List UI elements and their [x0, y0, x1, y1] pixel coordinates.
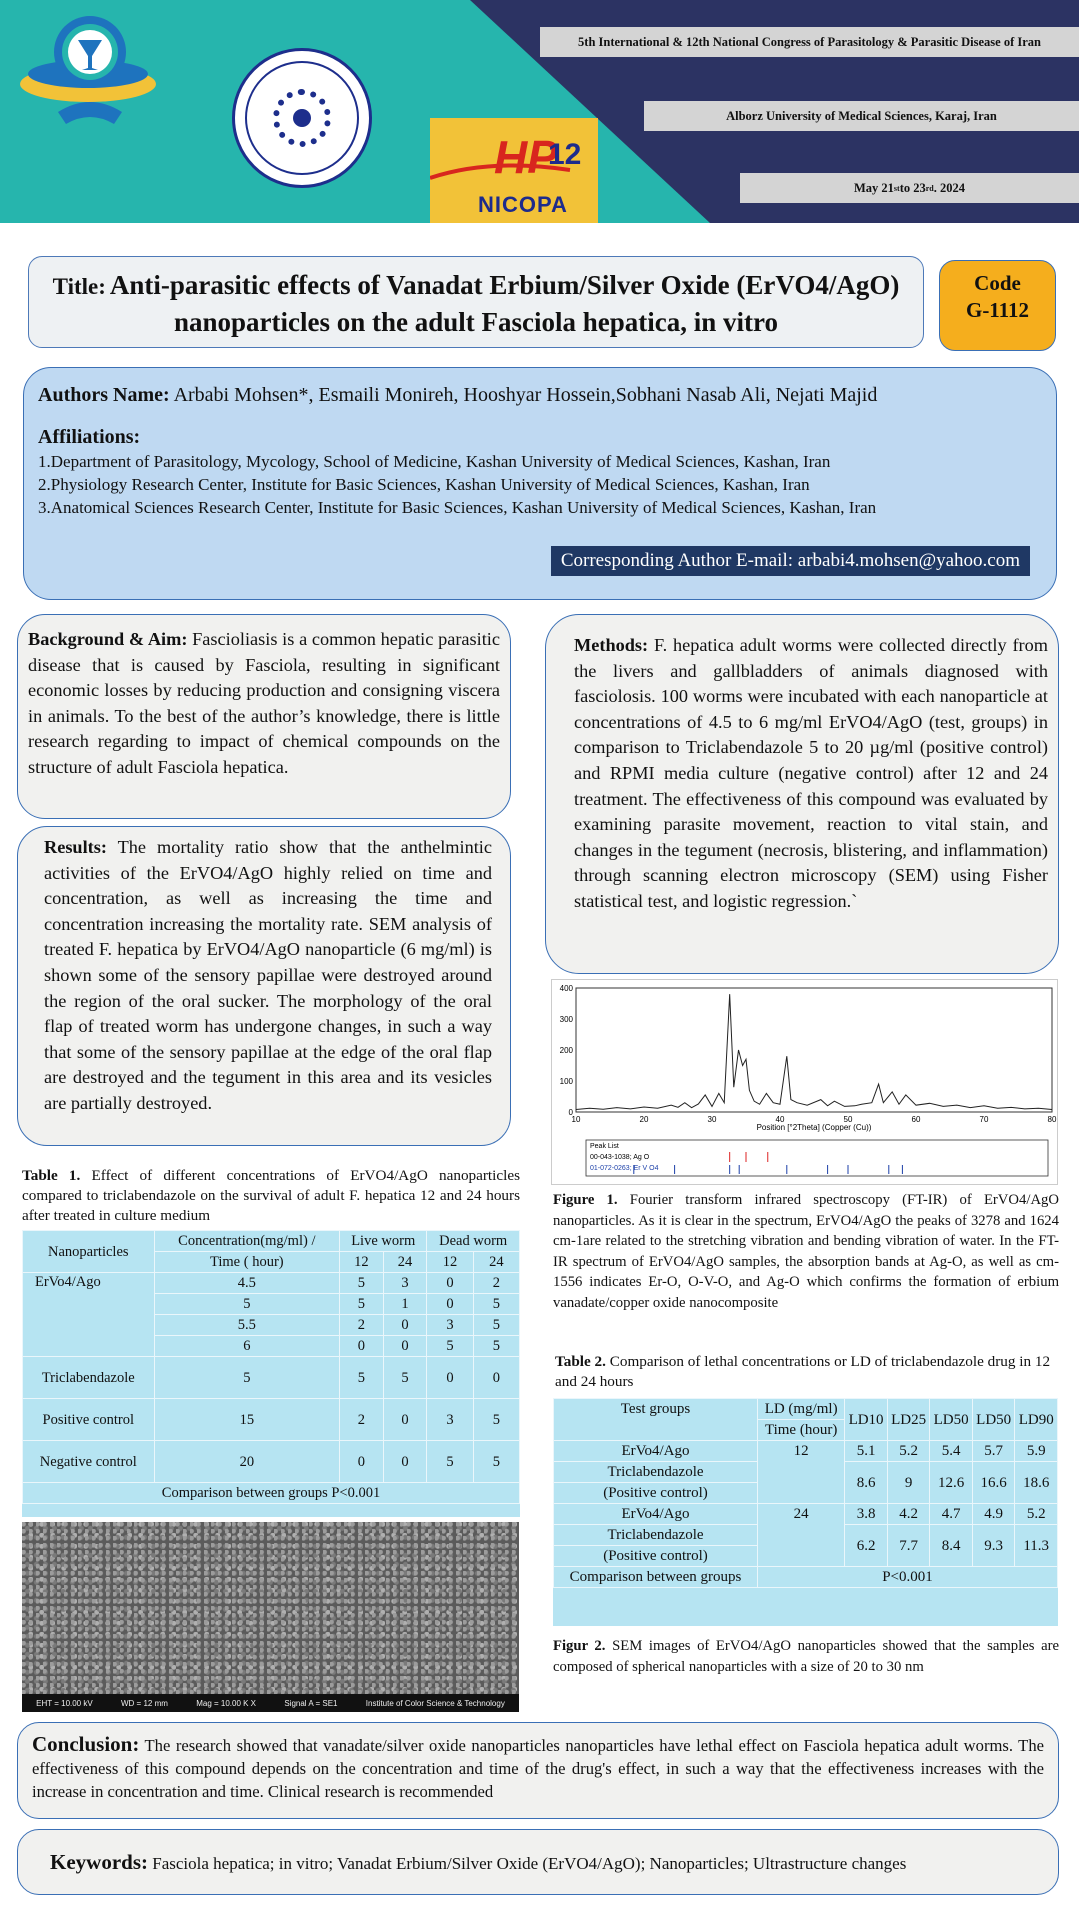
table-cell: Triclabendazole: [23, 1357, 155, 1399]
table-cell: 0: [383, 1441, 427, 1483]
figure2-label: Figur 2.: [553, 1638, 606, 1654]
table-cell: 5: [427, 1441, 473, 1483]
sem-image: [22, 1522, 519, 1712]
xrd-chart-svg: [552, 980, 1059, 1186]
table-cell: 12.6: [930, 1462, 973, 1504]
y-tick-label: 300: [559, 1015, 573, 1024]
conclusion-box: [17, 1722, 1059, 1819]
table-cell: 6: [154, 1336, 340, 1357]
keywords-text: Fasciola hepatica; in vitro; Vanadat Erbium/Silver Oxide (ErVO4/AgO); Nanoparticles; Ultrastructure changes: [152, 1853, 907, 1873]
table-cell: 2: [473, 1273, 519, 1294]
sem-image-footer: [22, 1694, 519, 1712]
table-row: [23, 1357, 520, 1399]
table-cell: 5.9: [1015, 1441, 1058, 1462]
table-cell: 20: [154, 1441, 340, 1483]
table-cell: 6.2: [845, 1525, 888, 1567]
table-cell: 2: [340, 1399, 384, 1441]
table-cell: 4.2: [887, 1504, 930, 1525]
table-cell: 11.3: [1015, 1525, 1058, 1567]
table-row: [23, 1399, 520, 1441]
table-cell: 5: [473, 1399, 519, 1441]
nicopa-hp-mark: HP: [494, 131, 558, 183]
table-cell: 1: [383, 1294, 427, 1315]
table-cell: 16.6: [972, 1462, 1015, 1504]
table-cell: 9: [887, 1462, 930, 1504]
table-cell: 8.6: [845, 1462, 888, 1504]
table-cell: 5: [154, 1294, 340, 1315]
x-tick-label: 80: [1047, 1115, 1057, 1124]
methods-text: F. hepatica adult worms were collected directly from the livers and gallbladders of animals diagnosed with fasciolosis. 100 worms were incubated with each nanoparticle at concentrations of 4.5 to 6 mg/ml ErVO4/AgO (test, groups) in comparison to Triclabendazole 5 to 20 µg/ml (positive control) and RPMI media culture (negative control) after 12 and 24 treatment. The effectiveness of this compound was evaluated by examining parasite movement, reaction to vital stain, and changes in the tegument (necrosis, blistering, and inflammation) through scanning electron microscopy (SEM) using Fisher statistical test, and logistic regression.`: [574, 635, 1048, 911]
university-bar: Alborz University of Medical Sciences, Karaj, Iran: [644, 101, 1079, 131]
table1-caption: [22, 1166, 520, 1226]
nicopa-logo: [430, 118, 598, 223]
background-box: [17, 614, 511, 819]
table-cell: (Positive control): [554, 1546, 758, 1567]
table-cell: 5.7: [972, 1441, 1015, 1462]
table-header-cell: Live worm: [340, 1231, 427, 1252]
table-cell: 4.5: [154, 1273, 340, 1294]
parasitology-society-logo: [232, 48, 372, 188]
table-header-cell: LD (mg/ml): [757, 1399, 844, 1420]
title-label: Title:: [52, 274, 106, 299]
table-row: [554, 1441, 1058, 1462]
background-paragraph: [28, 627, 500, 781]
keywords-line: [50, 1850, 906, 1875]
table-row: [23, 1441, 520, 1483]
table-cell: Triclabendazole: [554, 1462, 758, 1483]
table-header-cell: Nanoparticles: [23, 1231, 155, 1273]
affiliation-2: 2.Physiology Research Center, Institute for Basic Sciences, Kashan University of Medical Sciences, Kashan, Iran: [38, 475, 810, 494]
table-header-cell: LD50: [972, 1399, 1015, 1441]
table-cell: 0: [427, 1273, 473, 1294]
background-label: Background & Aim:: [28, 629, 188, 649]
table-cell: 4.9: [972, 1504, 1015, 1525]
table-header-cell: 24: [383, 1252, 427, 1273]
table-cell: 24: [757, 1504, 844, 1567]
table-cell: 0: [473, 1357, 519, 1399]
plot-frame: [576, 988, 1052, 1112]
keywords-label: Keywords:: [50, 1849, 148, 1874]
table-cell: 3: [383, 1273, 427, 1294]
table-cell: 5.5: [154, 1315, 340, 1336]
table-header-cell: Time ( hour): [154, 1252, 340, 1273]
table-cell: 5.4: [930, 1441, 973, 1462]
figure1-text: Fourier transform infrared spectroscopy (FT-IR) of ErVO4/AgO nanoparticles. As it is clear in the spectrum, ErVO4/AgO the peaks of 3278 and 1624 cm-1are related to the stretching vibration and bending vibration of water. In the FT-IR spectrum of ErVO4/AgO samples, the absorption bands at Ag-O, as well as cm-1556 indicates Er-O, O-V-O, and Ag-O which confirms the formation of erbium vanadate/copper oxide nanocomposite: [553, 1192, 1060, 1311]
peak-list-entry: 00-043-1038; Ag O: [590, 1154, 650, 1161]
table-row: [23, 1273, 520, 1294]
table-cell: 3: [427, 1399, 473, 1441]
title-box: [28, 256, 924, 348]
congress-title-bar: 5th International & 12th National Congress of Parasitology & Parasitic Disease of Iran: [540, 27, 1079, 57]
results-box: [17, 826, 511, 1146]
table-cell: 5: [154, 1357, 340, 1399]
table-cell: 0: [427, 1357, 473, 1399]
table-cell: 0: [340, 1336, 384, 1357]
results-text: The mortality ratio show that the anthelmintic activities of the ErVO4/AgO highly relied on time and concentration, as well as increasing the time and concentration increasing the mortality rate. SEM analysis of treated F. hepatica by ErVO4/AgO nanoparticle (6 mg/ml) is shown some of the sensory papillae were destroyed around the region of the oral sucker. The morphology of the oral flap of treated worm has undergone changes, in such a way that some of the sensory papillae at the edge of the oral flap are destroyed and the tegument in this area and its vesicles are partially destroyed.: [44, 837, 492, 1113]
poster-title: Anti-parasitic effects of Vanadat Erbium/Silver Oxide (ErVO4/AgO) nanoparticles on the adult Fasciola hepatica, in vitro: [109, 270, 900, 337]
table-header-cell: Concentration(mg/ml) /: [154, 1231, 340, 1252]
table-cell: ErVo4/Ago: [23, 1273, 155, 1357]
table-cell: 7.7: [887, 1525, 930, 1567]
table-cell: 15: [154, 1399, 340, 1441]
results-label: Results:: [44, 837, 107, 857]
figure2-caption: [553, 1636, 1059, 1677]
x-tick-label: 50: [843, 1115, 853, 1124]
background-text: Fascioliasis is a common hepatic parasitic disease that is caused by Fasciola, resulting in significant economic losses by reducing production and consigning viscera in animals. To the best of the author’s knowledge, there is little research regarding to impact of chemical compounds on the structure of adult Fasciola hepatica.: [28, 629, 500, 777]
sem-footer-text: Signal A = SE1: [284, 1698, 338, 1708]
conclusion-label: Conclusion:: [32, 1732, 140, 1756]
authors-names: Arbabi Mohsen*, Esmaili Monireh, Hooshyar Hossein,Sobhani Nasab Ali, Nejati Majid: [173, 384, 878, 406]
sem-footer-text: Mag = 10.00 K X: [196, 1698, 257, 1708]
results-paragraph: [44, 835, 492, 1117]
table-cell: Negative control: [23, 1441, 155, 1483]
table-cell: P<0.001: [757, 1567, 1057, 1588]
figure1-label: Figure 1.: [553, 1192, 618, 1208]
y-tick-label: 400: [559, 984, 573, 993]
table-cell: ErVo4/Ago: [554, 1441, 758, 1462]
table-cell: 5: [427, 1336, 473, 1357]
table-cell: 0: [383, 1399, 427, 1441]
table-header-row: [23, 1231, 520, 1252]
table-cell: 5: [340, 1357, 384, 1399]
authors-label: Authors Name:: [38, 384, 170, 406]
table-row: [554, 1504, 1058, 1525]
affiliation-1: 1.Department of Parasitology, Mycology, School of Medicine, Kashan University of Medical Sciences, Kashan, Iran: [38, 452, 831, 471]
table2-caption: [555, 1352, 1057, 1392]
table-cell: 5.2: [887, 1441, 930, 1462]
table-header-cell: Dead worm: [427, 1231, 520, 1252]
table-cell: ErVo4/Ago: [554, 1504, 758, 1525]
table-cell: (Positive control): [554, 1483, 758, 1504]
table-cell: 8.4: [930, 1525, 973, 1567]
figure1-caption: [553, 1190, 1059, 1313]
table-cell: Triclabendazole: [554, 1525, 758, 1546]
xrd-series-line: [576, 994, 1052, 1109]
table-header-cell: 12: [340, 1252, 384, 1273]
poster-header: [0, 0, 1079, 223]
affiliation-3: 3.Anatomical Sciences Research Center, Institute for Basic Sciences, Kashan University of Medical Sciences, Kashan, Iran: [38, 498, 877, 517]
conclusion-text: The research showed that vanadate/silver oxide nanoparticles nanoparticles have lethal effect on Fasciola hepatica adult worms. The effectiveness of this compound depends on the concentration and time of the drug's effect, in such a way that the effectiveness increases with the increase in concentration and time. Clinical research is recommended: [32, 1736, 1044, 1801]
table-footer-row: [23, 1483, 520, 1504]
table-header-row: [554, 1399, 1058, 1420]
sem-footer-text: WD = 12 mm: [121, 1698, 168, 1708]
table-cell: 5.2: [1015, 1504, 1058, 1525]
table-header-cell: LD50: [930, 1399, 973, 1441]
table-cell: 5.1: [845, 1441, 888, 1462]
table-cell: 2: [340, 1315, 384, 1336]
table-cell: 3.8: [845, 1504, 888, 1525]
x-tick-label: 70: [979, 1115, 989, 1124]
authors-box: [23, 367, 1057, 600]
sem-footer-text: EHT = 10.00 kV: [36, 1698, 93, 1708]
table-cell: 5: [473, 1294, 519, 1315]
peak-list-entry: 01-072-0263; Er V O4: [590, 1165, 659, 1172]
x-axis-label: Position [°2Theta] (Copper (Cu)): [756, 1123, 872, 1132]
table-cell: Positive control: [23, 1399, 155, 1441]
table-cell: 5: [383, 1357, 427, 1399]
x-tick-label: 30: [707, 1115, 717, 1124]
nicopa-number: 12: [548, 138, 582, 171]
y-tick-label: 200: [559, 1046, 573, 1055]
table-footer-row: [554, 1567, 1058, 1588]
date-bar: May 21 st to 23 rd . 2024: [740, 173, 1079, 203]
code-badge: [939, 260, 1056, 351]
authors-line: [38, 382, 1042, 408]
table1: [22, 1230, 520, 1517]
keywords-box: [17, 1829, 1059, 1895]
congress-logo: [18, 12, 163, 127]
table-header-cell: 24: [473, 1252, 519, 1273]
figure2-text: SEM images of ErVO4/AgO nanoparticles showed that the samples are composed of spherical nanoparticles with a size of 20 to 30 nm: [553, 1638, 1060, 1675]
methods-paragraph: [574, 633, 1048, 915]
table-header-cell: LD10: [845, 1399, 888, 1441]
table2-caption-text: Comparison of lethal concentrations or LD of triclabendazole drug in 12 and 24 hours: [555, 1353, 1051, 1390]
conclusion-paragraph: [32, 1733, 1044, 1803]
table-cell: 0: [383, 1315, 427, 1336]
table-header-cell: LD90: [1015, 1399, 1058, 1441]
methods-box: [545, 614, 1059, 974]
y-tick-label: 100: [559, 1077, 573, 1086]
table-cell: 5: [340, 1273, 384, 1294]
table-header-cell: Time (hour): [757, 1420, 844, 1441]
table-cell: 0: [427, 1294, 473, 1315]
affiliations-label: Affiliations:: [38, 426, 141, 448]
table-header-cell: Test groups: [554, 1399, 758, 1441]
code-label: Code: [974, 271, 1021, 295]
table2-caption-label: Table 2.: [555, 1353, 606, 1370]
table-cell: 4.7: [930, 1504, 973, 1525]
table-cell: 5: [473, 1315, 519, 1336]
table-cell: Comparison between groups P<0.001: [23, 1483, 520, 1504]
table-cell: 5: [473, 1336, 519, 1357]
table-cell: 0: [383, 1336, 427, 1357]
x-tick-label: 20: [639, 1115, 649, 1124]
table-cell: 5: [340, 1294, 384, 1315]
y-tick-label: 0: [568, 1108, 573, 1117]
table2: [553, 1398, 1058, 1626]
table-cell: 18.6: [1015, 1462, 1058, 1504]
nicopa-text: NICOPA: [478, 192, 568, 217]
x-tick-label: 60: [911, 1115, 921, 1124]
table-cell: 3: [427, 1315, 473, 1336]
corresponding-email: Corresponding Author E-mail: arbabi4.mohsen@yahoo.com: [551, 546, 1030, 576]
table-cell: 5: [473, 1441, 519, 1483]
table-header-cell: LD25: [887, 1399, 930, 1441]
table-cell: 9.3: [972, 1525, 1015, 1567]
table1-caption-text: Effect of different concentrations of ErVO4/AgO nanoparticles compared to triclabendazole on the survival of adult F. hepatica 12 and 24 hours after treated in culture medium: [22, 1167, 520, 1224]
table-cell: 0: [340, 1441, 384, 1483]
table-cell: 12: [757, 1441, 844, 1504]
x-tick-label: 10: [571, 1115, 581, 1124]
xrd-chart: [551, 979, 1058, 1185]
table-header-cell: 12: [427, 1252, 473, 1273]
table1-caption-label: Table 1.: [22, 1167, 81, 1184]
table-cell: Comparison between groups: [554, 1567, 758, 1588]
methods-label: Methods:: [574, 635, 649, 655]
peak-list-label: Peak List: [590, 1143, 619, 1150]
sem-footer-text: Institute of Color Science & Technology: [365, 1698, 505, 1708]
code-value: G-1112: [965, 298, 1029, 322]
x-tick-label: 40: [775, 1115, 785, 1124]
